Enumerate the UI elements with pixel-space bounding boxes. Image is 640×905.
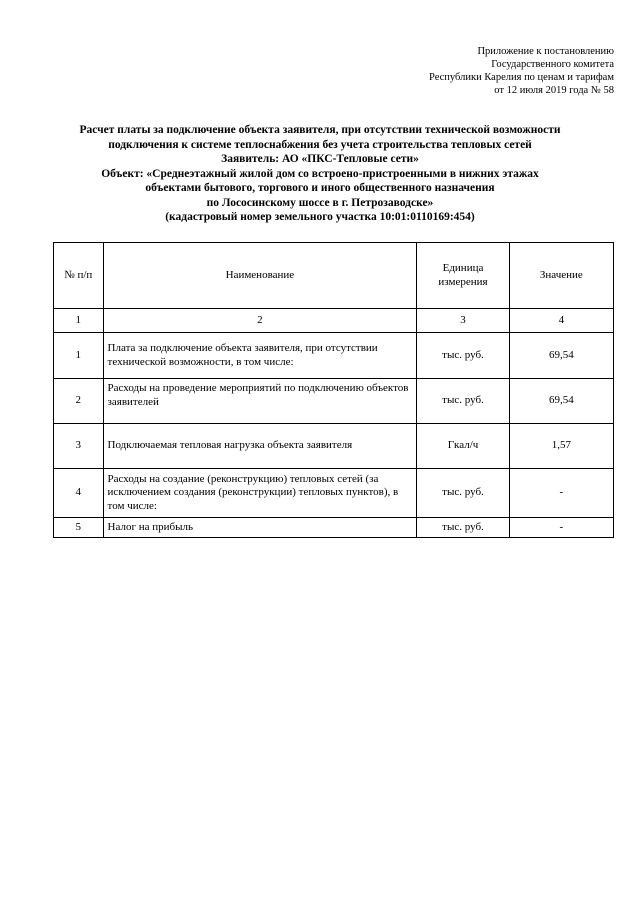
- appendix-line: от 12 июля 2019 года № 58: [494, 85, 614, 96]
- row-num: 3: [54, 424, 104, 469]
- row-value: 1,57: [509, 424, 613, 469]
- cadastral-number-line: (кадастровый номер земельного участка 10:01:0110169:454): [165, 211, 475, 223]
- header-value: Значение: [509, 243, 613, 309]
- row-num: 4: [54, 469, 104, 518]
- column-number: 3: [417, 309, 509, 333]
- header-unit: Единица измерения: [417, 243, 509, 309]
- column-number: 2: [103, 309, 417, 333]
- row-value: 69,54: [509, 333, 613, 379]
- object-line: Объект: «Среднеэтажный жилой дом со встроено-пристроенными в нижних этажах: [101, 167, 539, 180]
- row-num: 2: [54, 379, 104, 424]
- row-unit: тыс. руб.: [417, 469, 509, 518]
- row-unit: тыс. руб.: [417, 379, 509, 424]
- row-num: 1: [54, 333, 104, 379]
- row-name: Налог на прибыль: [103, 518, 417, 538]
- table-row: [54, 333, 614, 379]
- column-number-row: [54, 309, 614, 333]
- title-line: Расчет платы за подключение объекта заявителя, при отсутствии технической возможности: [79, 124, 561, 136]
- table-header-row: [54, 243, 614, 309]
- row-unit: Гкал/ч: [417, 424, 509, 469]
- object-line: по Лососинскому шоссе в г. Петрозаводске»: [206, 196, 434, 209]
- fee-calculation-table: [53, 242, 614, 538]
- appendix-note: [354, 45, 614, 97]
- row-name: Расходы на создание (реконструкцию) тепловых сетей (за исключением создания (реконструкции) тепловых пунктов), в том числе:: [103, 469, 417, 518]
- header-name: Наименование: [103, 243, 417, 309]
- applicant-line: Заявитель: АО «ПКС-Тепловые сети»: [221, 153, 419, 165]
- row-name: Расходы на проведение мероприятий по подключению объектов заявителей: [103, 379, 417, 424]
- row-value: -: [509, 469, 613, 518]
- title-line: подключения к системе теплоснабжения без учета строительства тепловых сетей: [108, 138, 532, 151]
- column-number: 1: [54, 309, 104, 333]
- row-value: -: [509, 518, 613, 538]
- column-number: 4: [509, 309, 613, 333]
- table-row: [54, 469, 614, 518]
- document-title: [40, 123, 600, 225]
- header-num: № п/п: [54, 243, 104, 309]
- table-row: [54, 518, 614, 538]
- appendix-line: Республики Карелия по ценам и тарифам: [429, 72, 614, 83]
- appendix-line: Приложение к постановлению: [477, 46, 614, 57]
- row-name: Плата за подключение объекта заявителя, при отсутствии технической возможности, в том числе:: [103, 333, 417, 379]
- row-unit: тыс. руб.: [417, 518, 509, 538]
- row-value: 69,54: [509, 379, 613, 424]
- object-line: объектами бытового, торгового и иного общественного назначения: [145, 182, 495, 194]
- table-row: [54, 379, 614, 424]
- row-unit: тыс. руб.: [417, 333, 509, 379]
- appendix-line: Государственного комитета: [491, 59, 614, 70]
- row-name: Подключаемая тепловая нагрузка объекта заявителя: [103, 424, 417, 469]
- table-row: [54, 424, 614, 469]
- row-num: 5: [54, 518, 104, 538]
